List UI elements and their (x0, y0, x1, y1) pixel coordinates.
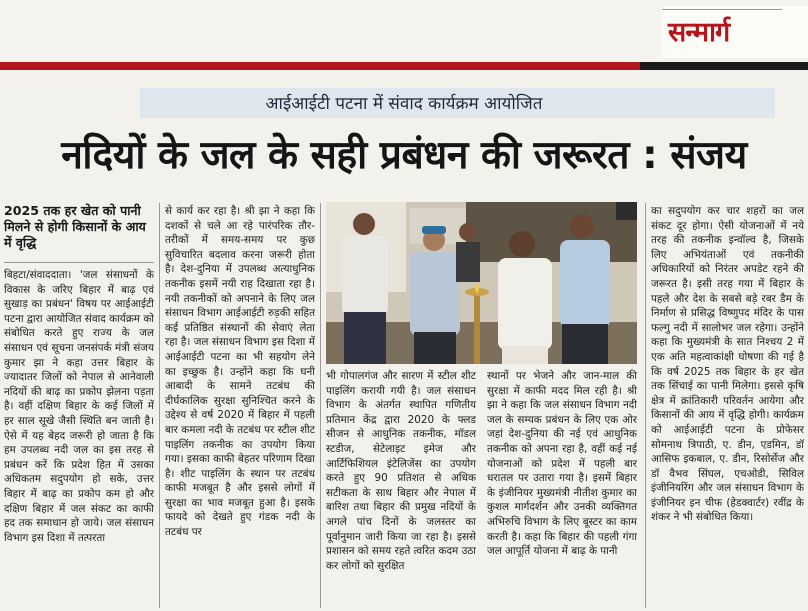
column-divider (645, 203, 646, 608)
article-column-3 (326, 369, 476, 610)
column-4-text: स्थानों पर भेजने और जान-माल की सुरक्षा में काफी मदद मिल रही है। श्री झा ने कहा कि जल संसाधन विभाग नदी जल के सम्यक प्रबंधन के लिए एक ओर जहां देश-दुनिया की नई एवं आधुनिक तकनीक को अपना रहा है, वहीं कई नई योजनाओं को प्रदेश में पहली बार धरातल पर उतारा गया है। इसमें बिहार के इंजीनियर मुख्यमंत्री नीतीश कुमार का कुशल मार्गदर्शन और उनकी व्यक्तिगत अभिरुचि विभाग के लिए बूस्टर का काम करती है। कहा कि बिहार की पहली गंगा जल आपूर्ति योजना में बाढ़ के पानी (487, 370, 637, 558)
column-3-text: भी गोपालगंज और सारण में स्टील शीट पाइलिंग करायी गयी है। जल संसाधन विभाग के अंतर्गत स्थापित गणितीय प्रतिमान केंद्र द्वारा 2020 के फ्लड सीजन से आधुनिक तकनीक, मॉडल स्टडीज, सेटेलाइट इमेज और आर्टिफिशियल इंटेलिजेंस का उपयोग करते हुए 90 प्रतिशत से अधिक सटीकता के साथ बिहार और नेपाल में बारिश तथा बिहार की प्रमुख नदियों के अगले पांच दिनों के जलस्तर का पूर्वानुमान जारी किया जा रहा है। इससे प्रशासन को समय रहते त्वरित कदम उठा कर लोगों को सुरक्षित (326, 370, 476, 572)
news-photo (326, 202, 637, 364)
article-column-5 (651, 204, 804, 610)
column-divider (159, 203, 160, 608)
article-column-2 (165, 204, 315, 610)
article-kicker: आईआईटी पटना में संवाद कार्यक्रम आयोजित (265, 94, 543, 114)
article-column-1 (4, 268, 154, 610)
column-divider (320, 203, 321, 608)
masthead-divider (662, 9, 782, 10)
newspaper-masthead: सन्मार्ग (668, 17, 730, 48)
masthead-black-bar (640, 62, 808, 70)
column-5-text: का सदुपयोग कर चार शहरों का जल संकट दूर होगा। ऐसी योजनाओं में नये तरह की तकनीक इन्वॉल्व है, जिसके लिए अभियंताओं एवं तकनीकी अधिकारियों को निरंतर अपडेट रहने की जरूरत है। इसी तरह गया में बिहार के पहले और देश के सबसे बड़े रबर डैम के निर्माण से प्रसिद्ध विष्णुपद मंदिर के पास फल्गु नदी में सालोभर जल रहेगा। उन्होंने कहा कि मुख्यमंत्री के सात निश्चय 2 में एक अति महत्वाकांक्षी घोषणा की गई है कि वर्ष 2025 तक बिहार के हर खेत तक सिंचाई का पानी मिलेगा। इससे कृषि क्षेत्र में क्रांतिकारी परिवर्तन आयेगा और किसानों की आय में वृद्धि होगी। कार्यक्रम को आईआईटी पटना के प्रोफेसर सोमनाथ त्रिपाठी, ए. डीन, एडमिन, डॉ आसिफ इकबाल, ए. डीन, रिसोर्सेज और डॉ वैभव सिंघल, एचओडी, सिविल इंजीनियरिंग और जल संसाधन विभाग के इंजीनियर इन चीफ (हेडक्वार्टर) रवींद्र के शंकर ने भी संबोधित किया। (651, 205, 804, 524)
article-headline: नदियों के जल के सही प्रबंधन की जरूरत : संजय (61, 133, 747, 178)
article-column-4 (487, 369, 637, 610)
article-deck: 2025 तक हर खेत को पानी मिलने से होगी किसानों के आय में वृद्धि (4, 203, 146, 250)
lamp-lighting-photo (326, 202, 637, 364)
column-2-text: से कार्य कर रहा है। श्री झा ने कहा कि दशकों से चले आ रहे पारंपरिक तौर-तरीकों में समय-समय पर कुछ सुविचारित बदलाव करना जरूरी होता है। देश-दुनिया में उपलब्ध अत्याधुनिक तकनीक इसमें नयी राह दिखाता रहा है। नयी तकनीकों को अपनाने के लिए जल संसाधन विभाग आईआईटी रुड़की सहित कई प्रतिष्ठित संस्थानों की सेवाएं लेता रहा है। जल संसाधन विभाग इस दिशा में आईआईटी पटना का भी सहयोग लेने का इच्छुक है। उन्होंने कहा कि घनी आबादी के सामने तटबंध की दीर्घकालिक सुरक्षा सुनिश्चित करने के उद्देश्य से वर्ष 2020 में बिहार में पहली बार कमला नदी के तटबंध पर स्टील शीट पाइलिंग तकनीक का उपयोग किया गया। इसका काफी बेहतर परिणाम दिखा है। शीट पाइलिंग के स्थान पर तटबंध काफी मजबूत है और इससे लोगों में सुरक्षा का भाव मजबूत हुआ है। इसके फायदे को देखते हुए गंडक नदी के तटबंध पर (165, 205, 315, 539)
deck-underline (4, 262, 154, 263)
column-1-text: बिहटा/संवाददाता। 'जल संसाधनों के विकास के जरिए बिहार में बाढ़ एवं सुखाड़ का प्रबंधन' विषय पर आईआईटी पटना द्वारा आयोजित संवाद कार्यक्रम को संबोधित करते हुए राज्य के जल संसाधन एवं सूचना जनसंपर्क मंत्री संजय कुमार झा ने कहा उत्तर बिहार के ज्यादातर जिलों को नेपाल से आनेवाली नदियों की बाढ़ का प्रकोप झेलना पड़ता है। वहीं दक्षिण बिहार के कई जिलों में हर साल सूखे जैसी स्थिति बन जाती है। ऐसे में यह बेहद जरूरी हो जाता है कि हम उपलब्ध नदी जल का इस तरह से प्रबंधन करें कि प्रदेश हित में उसका अधिकतम सदुपयोग हो सके, उत्तर बिहार में बाढ़ का प्रकोप कम हो और दक्षिण बिहार में जल संकट का काफी हद तक समाधान हो जाये। जल संसाधन विभाग इस दिशा में तत्परता (4, 269, 154, 544)
